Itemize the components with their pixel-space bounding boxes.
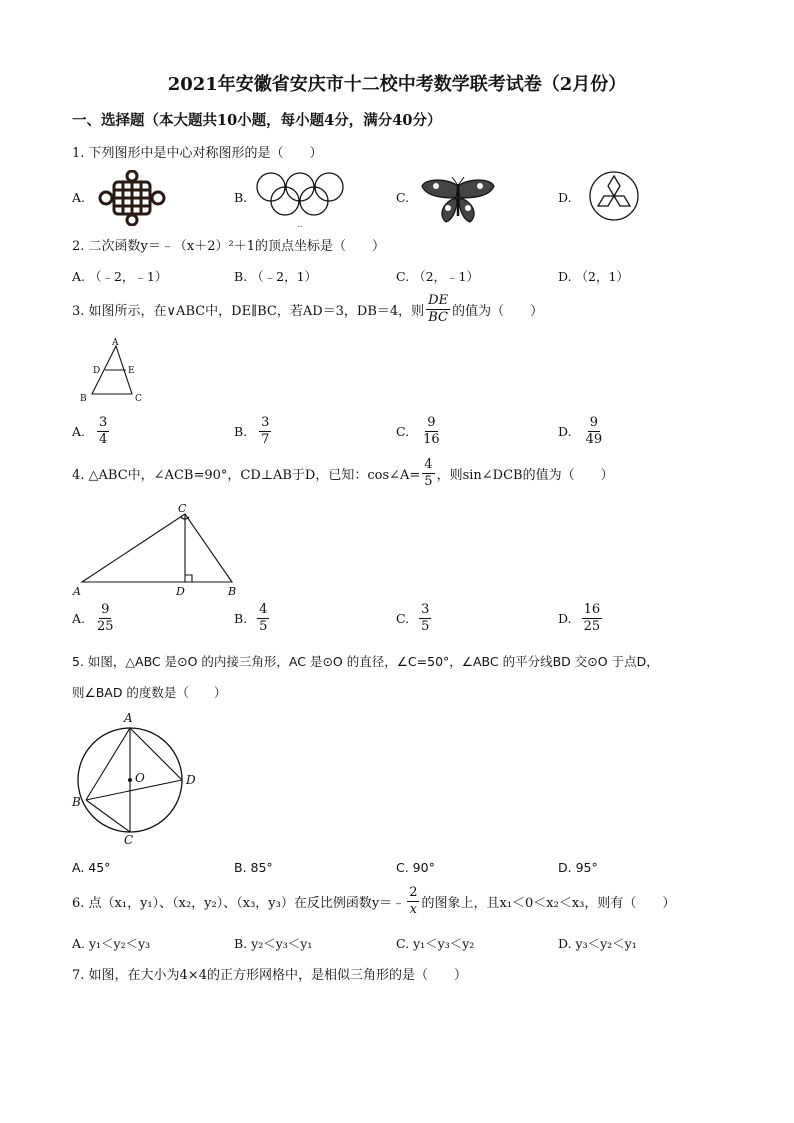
q5-label-o: O xyxy=(135,771,145,785)
q4-stem-b: ，则sin∠DCB的值为（ ） xyxy=(436,468,614,483)
q5-option-a: A. 45° xyxy=(72,860,111,875)
question-4-stem xyxy=(72,457,614,490)
q3-option-b-label: B. xyxy=(234,424,248,439)
q3-option-d-frac xyxy=(584,415,605,448)
question-6-stem xyxy=(72,885,675,918)
q4-option-c xyxy=(396,602,433,635)
q3-frac-den: BC xyxy=(428,310,448,325)
q6-frac-num: 2 xyxy=(409,885,418,900)
q4-b-num: 4 xyxy=(259,602,268,617)
q3-b-num: 3 xyxy=(261,415,270,430)
question-5-line1: 5. 如图，△ABC 是⊙O 的内接三角形，AC 是⊙O 的直径，∠C=50°，∠ABC 的平分线BD 交⊙O 于点D， xyxy=(72,654,659,669)
q4-fraction xyxy=(422,457,434,490)
q3-d-num: 9 xyxy=(589,415,598,430)
q4-c-num: 3 xyxy=(421,602,430,617)
q3-stem-b: 的值为（ ） xyxy=(452,304,544,319)
q1-option-c-label: C. xyxy=(396,190,410,205)
q5-label-b: B xyxy=(72,795,81,809)
q4-c-den: 5 xyxy=(421,619,430,634)
q3-option-c-label: C. xyxy=(396,424,410,439)
q5-label-d: D xyxy=(186,773,196,787)
q4-option-c-frac xyxy=(419,602,431,635)
q4-option-b-label: B. xyxy=(234,611,248,626)
q5-label-c: C xyxy=(124,833,134,847)
q3-option-d-label: D. xyxy=(558,424,572,439)
q3-d-den: 49 xyxy=(585,432,603,447)
q3-a-num: 3 xyxy=(99,415,108,430)
q3-label-b: B xyxy=(80,394,87,404)
q2-option-b: B. （﹣2，1） xyxy=(234,269,318,284)
q3-c-num: 9 xyxy=(427,415,436,430)
q2-option-c: C. （2，﹣1） xyxy=(396,269,479,284)
q3-label-d: D xyxy=(93,366,101,376)
q4-d-num: 16 xyxy=(583,602,601,617)
question-7-stem: 7. 如图，在大小为4×4的正方形网格中，是相似三角形的是（ ） xyxy=(72,968,467,983)
q6-frac-den: x xyxy=(409,902,417,917)
q6-fraction xyxy=(407,885,419,918)
q4-right-triangle-figure xyxy=(70,500,250,600)
q3-fraction xyxy=(426,293,450,326)
q3-option-c-frac xyxy=(421,415,442,448)
q2-option-d: D. （2，1） xyxy=(558,269,629,284)
q4-frac-den: 5 xyxy=(424,474,433,489)
q6-option-a: A. y₁＜y₂＜y₃ xyxy=(72,936,151,951)
question-5-line2: 则∠BAD 的度数是（ ） xyxy=(72,685,227,700)
q3-option-a-frac xyxy=(97,415,109,448)
section-heading: 一、选择题（本大题共10小题，每小题4分，满分40分） xyxy=(72,112,442,129)
q3-option-a xyxy=(72,415,111,448)
q4-option-d xyxy=(558,602,604,635)
page-title: 2021年安徽省安庆市十二校中考数学联考试卷（2月份） xyxy=(167,74,627,95)
q5-option-b: B. 85° xyxy=(234,860,273,875)
q3-triangle-figure xyxy=(76,336,150,406)
q4-option-d-label: D. xyxy=(558,611,572,626)
q5-option-c: C. 90° xyxy=(396,860,435,875)
q4-option-a-label: A. xyxy=(72,611,86,626)
q3-a-den: 4 xyxy=(99,432,108,447)
q4-option-b xyxy=(234,602,271,635)
q4-option-a-frac xyxy=(95,602,116,635)
q4-frac-num: 4 xyxy=(424,457,433,472)
q4-a-num: 9 xyxy=(101,602,110,617)
q3-b-den: 7 xyxy=(261,432,270,447)
q4-label-c: C xyxy=(178,502,187,515)
q3-c-den: 16 xyxy=(423,432,440,447)
q4-a-den: 25 xyxy=(97,619,114,634)
q6-stem-a: 6. 点（x₁，y₁）、（x₂，y₂）、（x₃，y₃）在反比例函数y＝﹣ xyxy=(72,896,406,911)
q4-option-b-frac xyxy=(257,602,269,635)
q4-stem-a: 4. △ABC中，∠ACB=90°，CD⊥AB于D，已知：cos∠A= xyxy=(72,468,421,483)
q6-option-b: B. y₂＜y₃＜y₁ xyxy=(234,936,313,951)
q3-label-e: E xyxy=(128,366,135,376)
q4-option-c-label: C. xyxy=(396,611,410,626)
q3-option-b-frac xyxy=(259,415,271,448)
q3-option-d xyxy=(558,415,606,448)
butterfly-figure xyxy=(420,176,496,224)
question-3-stem xyxy=(72,293,543,326)
q1-option-a-label: A. xyxy=(72,190,86,205)
q1-option-d-label: D. xyxy=(558,190,572,205)
q4-option-d-frac xyxy=(582,602,603,635)
q5-option-d: D. 95° xyxy=(558,860,598,875)
q4-label-a: A xyxy=(73,585,81,598)
q4-label-b: B xyxy=(228,585,237,598)
q4-b-den: 5 xyxy=(259,619,268,634)
q2-option-a: A. （﹣2，﹣1） xyxy=(72,269,168,284)
q3-stem-a: 3. 如图所示，在∨ABC中，DE∥BC，若AD＝3，DB＝4，则 xyxy=(72,304,425,319)
q4-label-d: D xyxy=(176,585,185,598)
q6-option-d: D. y₃＜y₂＜y₁ xyxy=(558,936,637,951)
three-diamonds-figure xyxy=(588,170,640,222)
q3-label-c: C xyxy=(135,394,142,404)
q3-frac-num: DE xyxy=(428,293,449,308)
q3-option-c xyxy=(396,415,444,448)
q3-label-a: A xyxy=(112,338,119,348)
decor-dots: ‥ xyxy=(297,220,303,229)
q6-stem-b: 的图象上，且x₁＜0＜x₂＜x₃，则有（ ） xyxy=(421,896,676,911)
chinese-knot-figure xyxy=(96,170,168,226)
q1-option-b-label: B. xyxy=(234,190,248,205)
q5-label-a: A xyxy=(124,711,133,725)
q4-d-den: 25 xyxy=(583,619,601,634)
q6-option-c: C. y₁＜y₃＜y₂ xyxy=(396,936,475,951)
question-2-stem: 2. 二次函数y＝﹣（x＋2）²＋1的顶点坐标是（ ） xyxy=(72,239,385,254)
q3-option-a-label: A. xyxy=(72,424,86,439)
q5-circle-figure xyxy=(66,710,206,850)
q4-option-a xyxy=(72,602,118,635)
q3-option-b xyxy=(234,415,273,448)
olympic-rings-figure xyxy=(254,170,346,218)
question-1-stem: 1. 下列图形中是中心对称图形的是（ ） xyxy=(72,146,323,161)
